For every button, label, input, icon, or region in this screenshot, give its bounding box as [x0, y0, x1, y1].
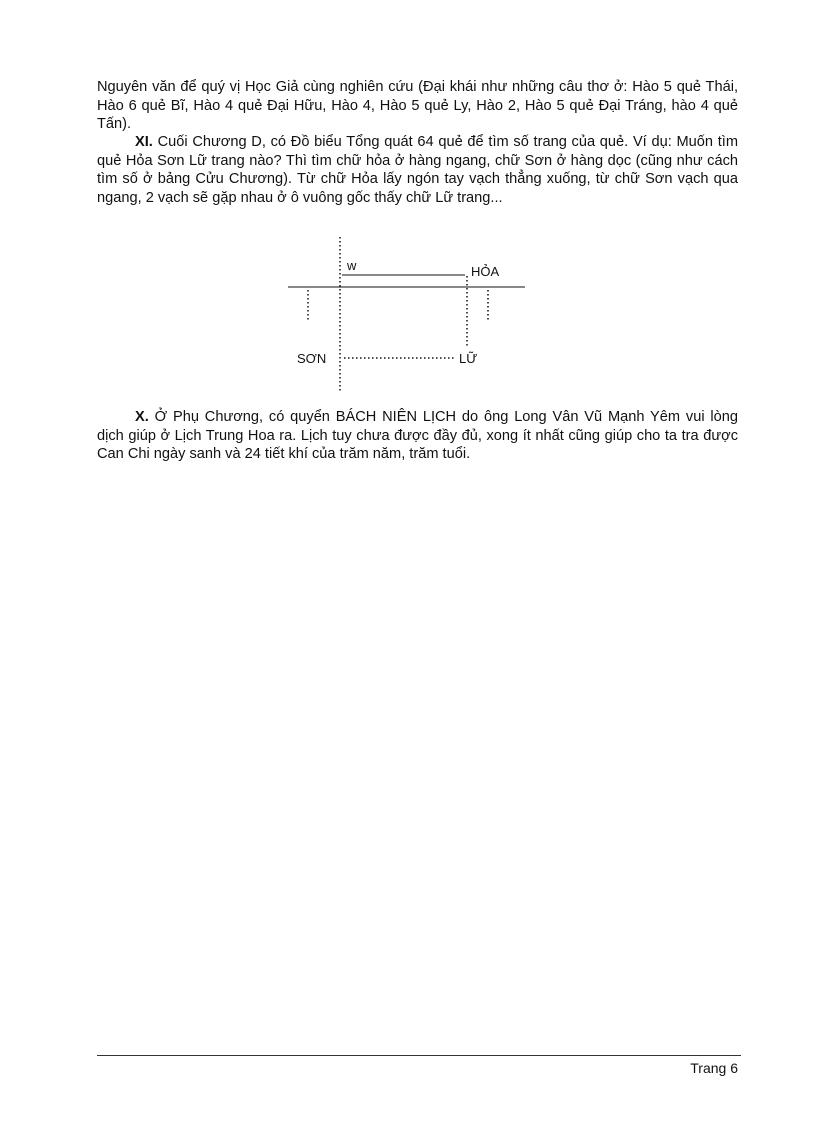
section-xi-label: XI.	[135, 134, 153, 150]
label-son: SƠN	[297, 351, 327, 366]
page-number: Trang 6	[690, 1060, 738, 1076]
lookup-diagram	[0, 0, 816, 400]
section-x-text: Ở Phụ Chương, có quyển BÁCH NIÊN LỊCH do ông Long Vân Vũ Mạnh Yêm vui lòng dịch giúp ở Lịch Trung Hoa ra. Lịch tuy chưa được đầy đủ, xong ít nhất cũng giúp cho ta tra được Can Chi ngày sanh và 24 tiết khí của trăm năm, trăm tuổi.	[97, 409, 738, 462]
label-w: w	[347, 258, 357, 273]
label-hoa: HỎA	[471, 264, 500, 279]
footer-rule	[97, 1055, 741, 1056]
section-xi-text: Cuối Chương D, có Đồ biểu Tổng quát 64 quẻ để tìm số trang của quẻ. Ví dụ: Muốn tìm quẻ Hỏa Sơn Lữ trang nào? Thì tìm chữ hỏa ở hàng ngang, chữ Sơn ở hàng dọc (cũng như cách tìm số ở bảng Cửu Chương). Từ chữ Hỏa lấy ngón tay vạch thẳng xuống, từ chữ Sơn vạch qua ngang, 2 vạch sẽ gặp nhau ở ô vuông gốc thấy chữ Lữ trang...	[97, 134, 738, 206]
intro-text: Nguyên văn để quý vị Học Giả cùng nghiên cứu (Đại khái như những câu thơ ở: Hào 5 quẻ Thái, Hào 6 quẻ Bĩ, Hào 4 quẻ Đại Hữu, Hào 4, Hào 5 quẻ Ly, Hào 2, Hào 5 quẻ Đại Tráng, hào 4 quẻ Tấn).	[97, 79, 738, 132]
label-lu: LỮ	[459, 351, 478, 366]
section-x-paragraph	[97, 408, 738, 464]
section-x-label: X.	[135, 409, 149, 425]
